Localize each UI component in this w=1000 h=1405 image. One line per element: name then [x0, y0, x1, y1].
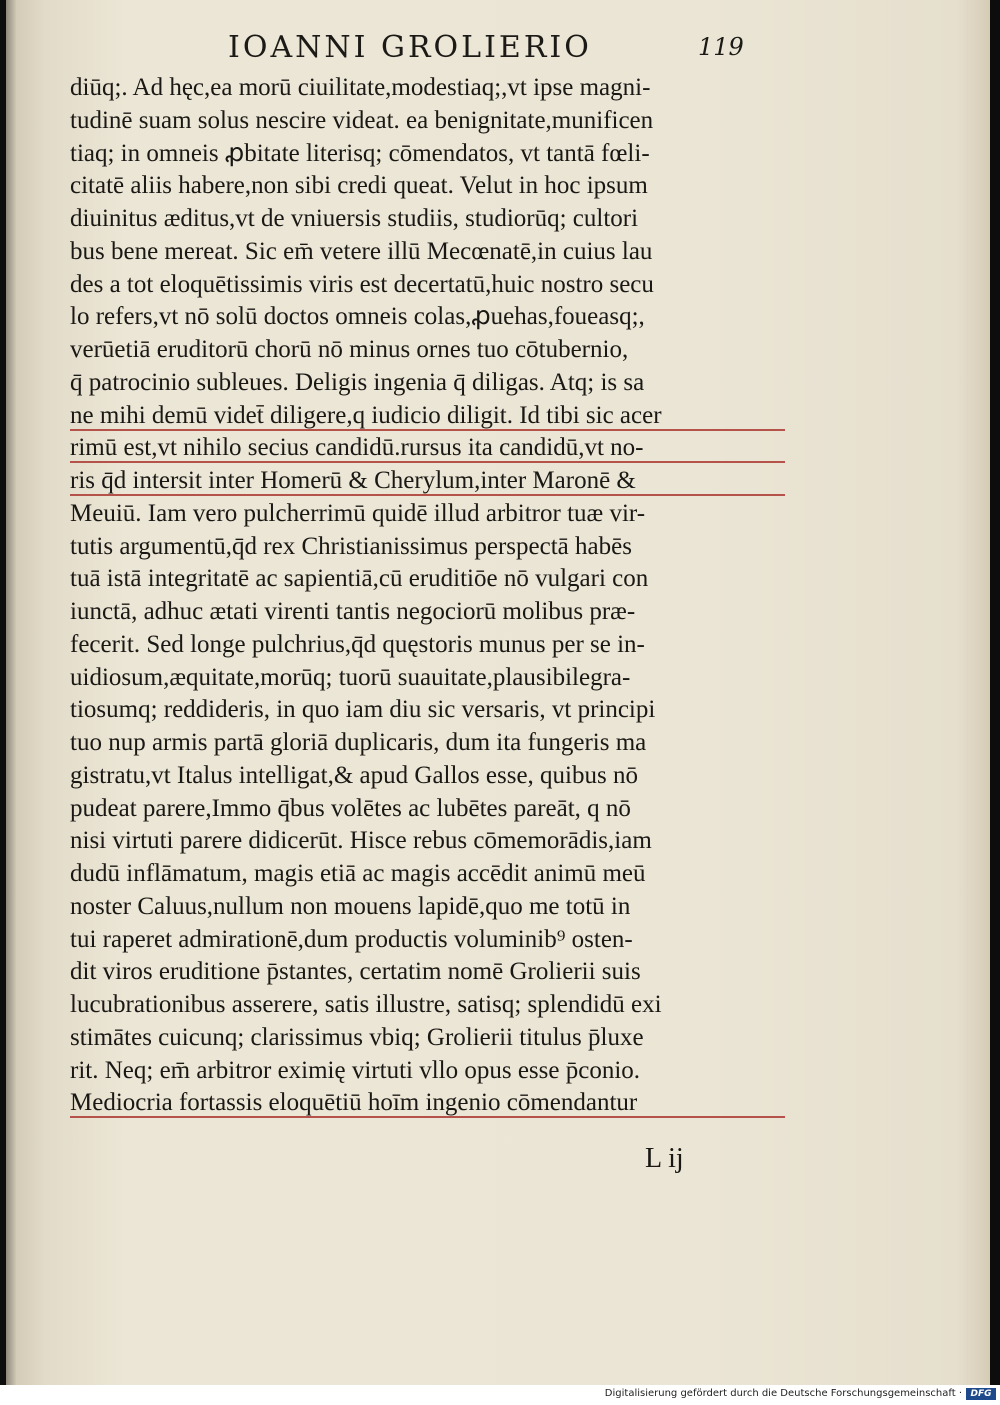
dfg-logo: DFG: [966, 1388, 996, 1400]
text-line: tudinē suam solus nescire videat. ea benignitate,munificen: [70, 106, 654, 134]
text-line: tutis argumentū,q̄d rex Christianissimus perspectā habēs: [70, 532, 632, 560]
footer-credit: Digitalisierung gefördert durch die Deutsche Forschungsgemeinschaft ·: [604, 1388, 962, 1399]
text-line: noster Caluus,nullum non mouens lapidē,quo me totū in: [70, 892, 631, 920]
signature-mark: L ij: [645, 1143, 684, 1174]
text-line: q̄ patrocinio subleues. Deligis ingenia q̄ diligas. Atq; is sa: [70, 368, 645, 396]
text-line: dudū inflāmatum, magis etiā ac magis accēdit animū meū: [70, 860, 646, 887]
text-line: rimū est,vt nihilo secius candidū.rursus ita candidū,vt no-: [70, 432, 785, 465]
text-line: verūetiā eruditorū chorū nō minus ornes tuo cōtubernio,: [70, 336, 629, 363]
text-line: pudeat parere,Immo q̄bus volētes ac lubētes pareāt, q nō: [70, 794, 631, 822]
text-line: tiaq; in omneis ꝓbitate literisq; cōmendatos, vt tantā fœli-: [70, 139, 650, 167]
text-line: citatē aliis habere,non sibi credi queat. Velut in hoc ipsum: [70, 172, 648, 200]
text-line: gistratu,vt Italus intelligat,& apud Gallos esse, quibus nō: [70, 761, 638, 789]
body-text: [70, 72, 785, 1120]
text-line: ris q̄d intersit inter Homerū & Cherylum,inter Maronē &: [70, 465, 785, 498]
text-line: diuinitus æditus,vt de vniuersis studiis, studiorūq; cultori: [70, 205, 639, 232]
text-line: tuā istā integritatē ac sapientiā,cū eruditiōe nō vulgari con: [70, 565, 649, 593]
running-head: IOANNI GROLIERIO: [228, 30, 592, 65]
text-line: lo refers,vt nō solū doctos omneis colas,ꝓuehas,foueasq;,: [70, 303, 645, 331]
text-line: ne mihi demū videt̄ diligere,q iudicio diligit. Id tibi sic acer: [70, 400, 785, 433]
text-line: tiosumq; reddideris, in quo iam diu sic versaris, vt principi: [70, 696, 656, 724]
text-line: fecerit. Sed longe pulchrius,q̄d quęstoris munus per se in-: [70, 630, 645, 658]
text-line: nisi virtuti parere didicerūt. Hisce rebus cōmemorādis,iam: [70, 827, 652, 855]
text-line: bus bene mereat. Sic em̄ vetere illū Mecœnatē,in cuius lau: [70, 237, 653, 265]
text-line: rit. Neq; em̄ arbitror eximię virtuti vllo opus esse p̄conio.: [70, 1056, 641, 1084]
text-line: dit viros eruditione p̄stantes, certatim nomē Grolierii suis: [70, 958, 641, 986]
text-line: stimātes cuicunq; clarissimus vbiq; Grolierii titulus p̄luxe: [70, 1023, 644, 1051]
text-line: tui raperet admirationē,dum productis voluminib⁹ osten-: [70, 925, 633, 953]
text-line: diūq;. Ad hęc,ea morū ciuilitate,modestiaq;,vt ipse magni-: [70, 74, 651, 101]
page-gutter-edge: [6, 0, 16, 1385]
text-line: Meuiū. Iam vero pulcherrimū quidē illud arbitror tuæ vir-: [70, 499, 646, 527]
text-line: tuo nup armis partā gloriā duplicaris, dum ita fungeris ma: [70, 729, 647, 756]
text-line: lucubrationibus asserere, satis illustre, satisq; splendidū exi: [70, 991, 662, 1018]
text-line: uidiosum,æquitate,morūq; tuorū suauitate,plausibilegra-: [70, 663, 631, 691]
text-line: iunctā, adhuc ætati virenti tantis negociorū molibus præ-: [70, 598, 636, 625]
text-line: Mediocria fortassis eloquētiū hoīm ingenio cōmendantur: [70, 1087, 785, 1120]
folio-number: 119: [698, 33, 744, 61]
text-line: des a tot eloquētissimis viris est decertatū,huic nostro secu: [70, 270, 654, 298]
